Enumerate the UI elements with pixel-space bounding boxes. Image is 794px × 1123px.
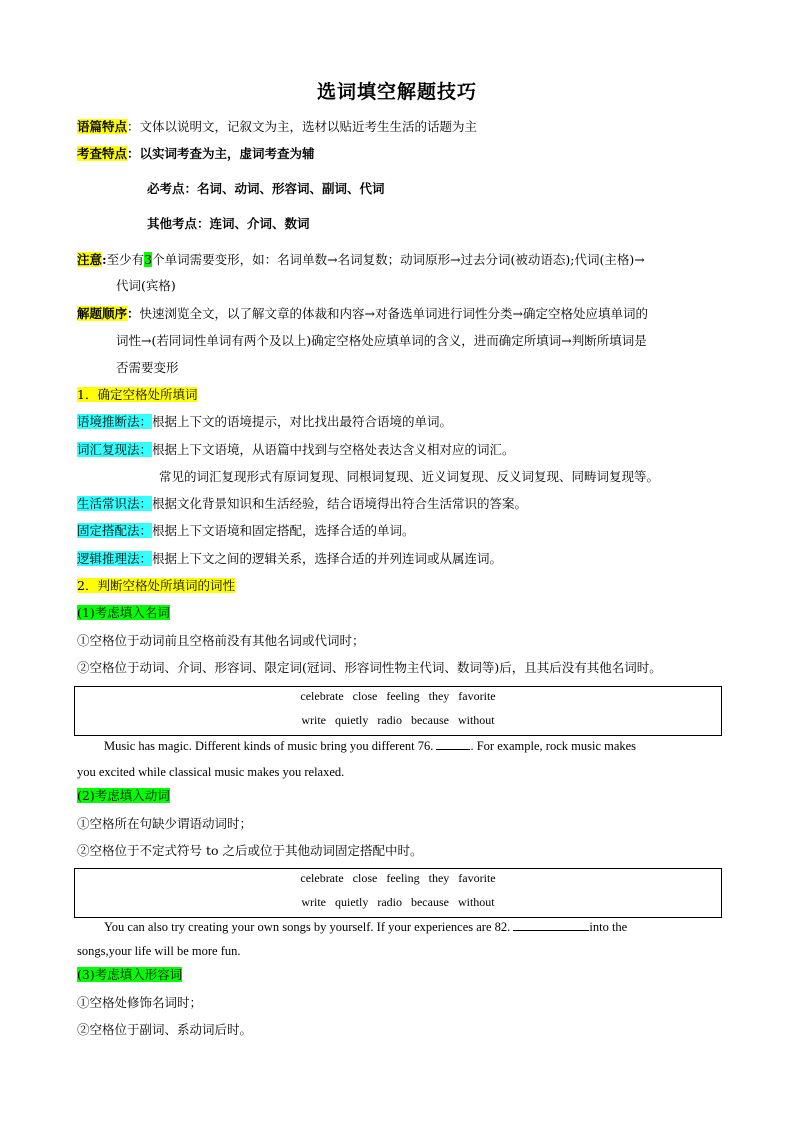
word-bank-box <box>74 686 722 736</box>
exam-features-line <box>77 145 315 163</box>
note-line: 注意:至少有3个单词需要变形，如：名词单数→名词复数；动词原形→过去分词(被动语态);代词(主格)→ <box>77 252 645 267</box>
passage-features-label: 语篇特点 <box>77 119 128 134</box>
verb-rule-2: ②空格位于不定式符号 to 之后或位于其他动词固定搭配中时。 <box>77 843 423 858</box>
method-word-recurrence: 词汇复现法：根据上下文语境，从语篇中找到与空格处表达含义相对应的词汇。 <box>77 442 515 457</box>
word-bank-box <box>74 868 722 918</box>
method-fixed-collocation: 固定搭配法：根据上下文语境和固定搭配，选择合适的单词。 <box>77 523 415 538</box>
section-1-heading: 1．确定空格处所填词 <box>77 387 198 402</box>
recurrence-note: 常见的词汇复现形式有原词复现、同根词复现、近义词复现、反义词复现、同畴词复现等。 <box>159 469 660 484</box>
answer-blank[interactable] <box>436 737 470 750</box>
adjective-subheading: (3)考虑填入形容词 <box>77 967 183 982</box>
word-bank-row-2: write quietly radio because without <box>301 713 495 727</box>
note-number: 3 <box>144 252 153 267</box>
noun-subheading: (1)考虑填入名词 <box>77 605 170 620</box>
adjective-rule-1: ①空格处修饰名词时； <box>77 995 203 1010</box>
verb-rule-1: ①空格所在句缺少谓语动词时； <box>77 816 253 831</box>
exam-features-text: ：以实词考查为主，虚词考查为辅 <box>127 146 315 161</box>
section-2-heading: 2．判断空格处所填词的词性 <box>77 578 235 593</box>
note-continuation: 代词(宾格) <box>116 278 176 293</box>
noun-rule-2: ②空格位于动词、介词、形容词、限定词(冠词、形容词性物主代词、数词等)后，且其后没有其他名词时。 <box>77 660 662 675</box>
verb-example-line-1: You can also try creating your own songs by yourself. If your experiences are 82. into the <box>104 920 628 934</box>
word-bank-row-2: write quietly radio because without <box>301 895 495 909</box>
order-line-2: 词性→(若同词性单词有两个及以上)确定空格处应填单词的含义，进而确定所填词→判断所填词是 <box>116 333 647 348</box>
noun-example-line-1: Music has magic. Different kinds of music bring you different 76. . For example, rock music makes <box>104 739 637 753</box>
passage-features-text: ：文体以说明文，记叙文为主，选材以贴近考生生活的话题为主 <box>127 119 478 134</box>
must-test-points: 必考点：名词、动词、形容词、副词、代词 <box>147 181 385 196</box>
note-label: 注意 <box>77 252 103 267</box>
page-title: 选词填空解题技巧 <box>316 81 477 103</box>
order-line-3: 否需要变形 <box>116 360 179 375</box>
exam-features-label: 考查特点 <box>77 146 128 161</box>
method-common-sense: 生活常识法：根据文化背景知识和生活经验，结合语境得出符合生活常识的答案。 <box>77 496 528 511</box>
noun-example-line-2: you excited while classical music makes you relaxed. <box>77 765 345 779</box>
order-line-1: 解题顺序：快速浏览全文，以了解文章的体裁和内容→对备选单词进行词性分类→确定空格处应填单词的 <box>77 306 648 321</box>
answer-blank[interactable] <box>513 918 589 931</box>
passage-features-line <box>77 118 477 136</box>
other-test-points: 其他考点：连词、介词、数词 <box>147 216 310 231</box>
word-bank-row-1: celebrate close feeling they favorite <box>300 871 496 885</box>
method-context-inference: 语境推断法：根据上下文的语境提示，对比找出最符合语境的单词。 <box>77 414 453 429</box>
word-bank-row-1: celebrate close feeling they favorite <box>300 689 496 703</box>
noun-rule-1: ①空格位于动词前且空格前没有其他名词或代词时； <box>77 633 365 648</box>
adjective-rule-2: ②空格位于副词、系动词后时。 <box>77 1022 253 1037</box>
method-logical-reasoning: 逻辑推理法：根据上下文之间的逻辑关系，选择合适的并列连词或从属连词。 <box>77 551 503 566</box>
order-label: 解题顺序 <box>77 306 128 321</box>
verb-example-line-2: songs,your life will be more fun. <box>77 944 241 958</box>
verb-subheading: (2)考虑填入动词 <box>77 788 170 803</box>
